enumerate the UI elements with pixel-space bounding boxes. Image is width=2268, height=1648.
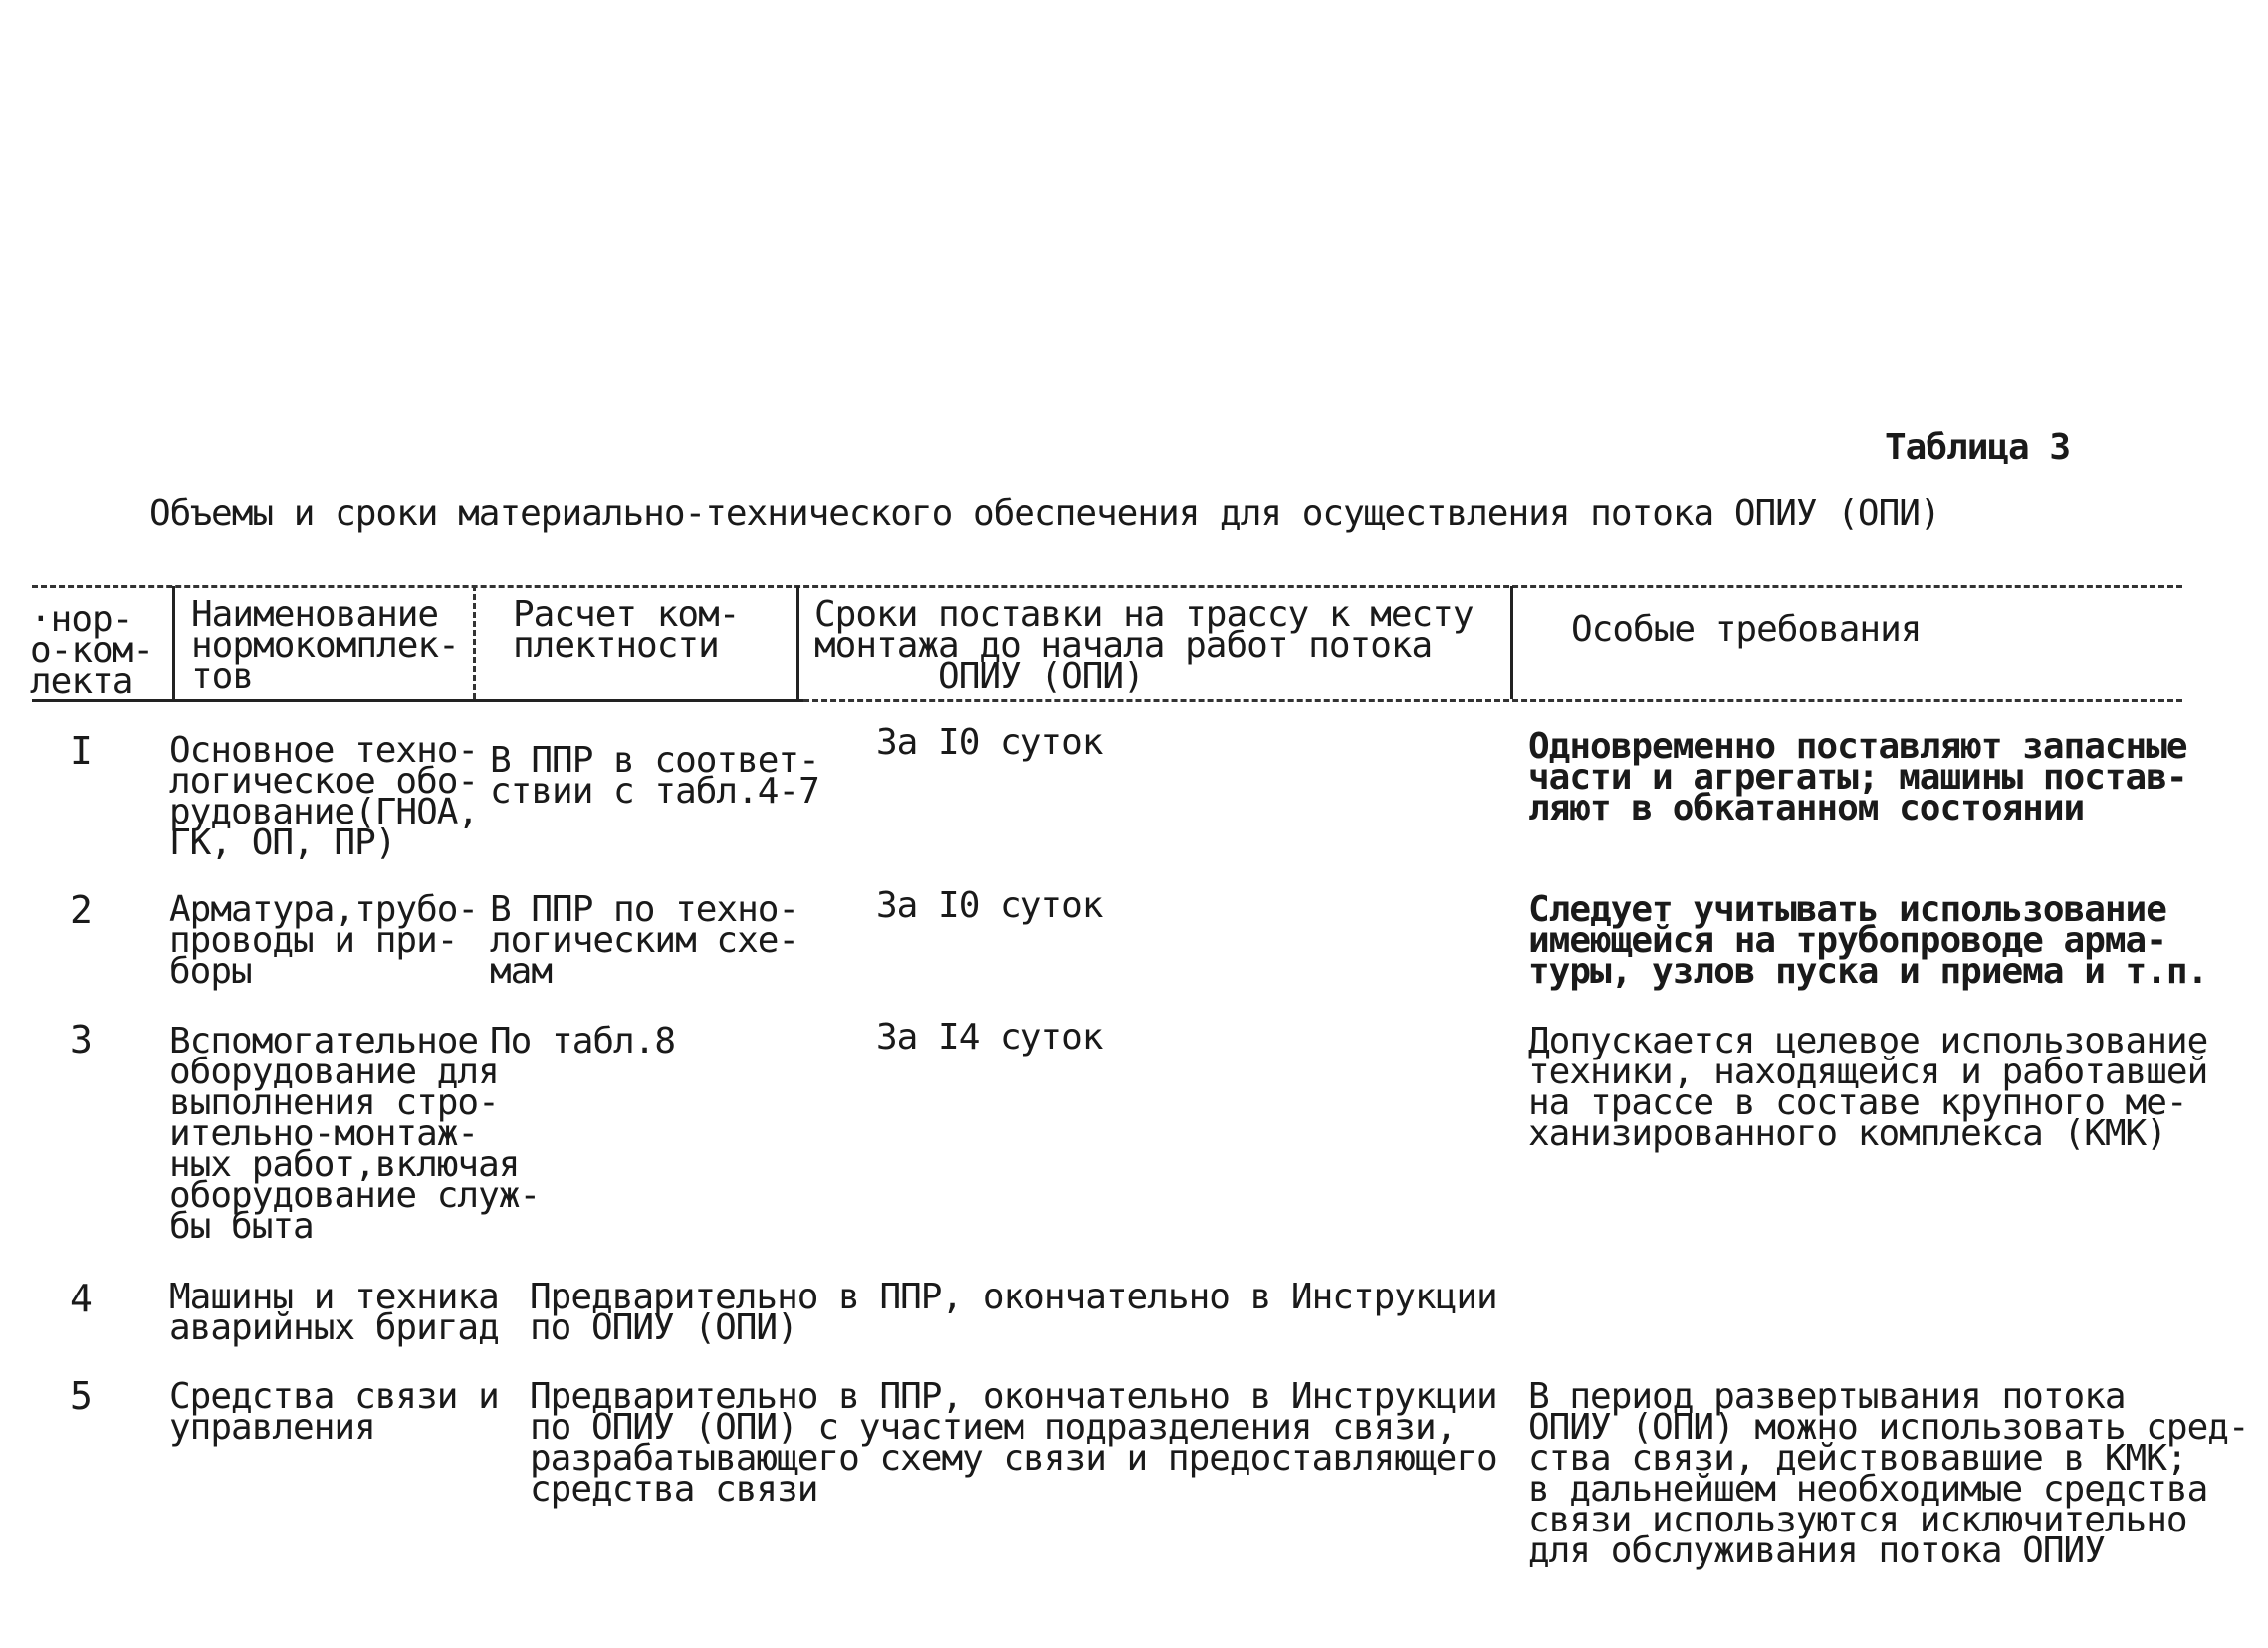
table-title: Объемы и сроки материально-технического обеспечения для осуществления потока ОПИУ (ОПИ) — [149, 493, 1940, 534]
row-name: Вспомогательное оборудование для выполнения стро- ительно-монтаж- ных работ,включая оборудование служ- бы быта — [169, 1021, 541, 1247]
header-separator-2 — [473, 586, 476, 699]
row-number: I — [70, 729, 93, 773]
row-calculation: По табл.8 — [490, 1021, 676, 1061]
row-calculation: В ППР в соответ- ствии с табл.4-7 — [490, 740, 819, 812]
row-calculation-and-term: Предварительно в ППР, окончательно в Инструкции по ОПИУ (ОПИ) — [530, 1277, 1497, 1348]
header-delivery-terms: Сроки поставки на трассу к месту монтажа до начала работ потока ОПИУ (ОПИ) — [814, 594, 1474, 697]
row-number: 3 — [70, 1018, 93, 1061]
row-special-requirement: Допускается целевое использование техники, находящейся и работавшей на трассе в составе крупного ме- ханизированного комплекса (КМК) — [1528, 1021, 2208, 1154]
row-calculation: В ППР по техно- логическим схе- мам — [490, 889, 799, 992]
row-name: Арматура,трубо- проводы и при- боры — [169, 889, 479, 992]
row-number: 4 — [70, 1277, 93, 1320]
row-name: Машины и техника аварийных бригад — [169, 1277, 499, 1348]
row-name: Основное техно- логическое обо- рудование(ГНОА, ГК, ОП, ПР) — [169, 730, 479, 863]
row-special-requirement: Одновременно поставляют запасные части и агрегаты; машины постав- ляют в обкатанном состоянии — [1528, 726, 2187, 828]
row-number: 5 — [70, 1374, 93, 1418]
row-delivery-term: За I0 суток — [876, 885, 1103, 926]
header-bottom-rule-right — [803, 699, 2182, 702]
header-special-requirements: Особые требования — [1571, 609, 1922, 650]
table-label: Таблица 3 — [1885, 427, 2071, 468]
header-separator-1 — [172, 586, 175, 699]
header-bottom-rule-left — [32, 699, 803, 702]
row-delivery-term: За I0 суток — [876, 722, 1103, 763]
row-special-requirement: В период развертывания потока ОПИУ (ОПИ) можно использовать сред- ства связи, действовавшие в КМК; в дальнейшем необходимые средства связи используются исключительно для обслуживания потока ОПИУ — [1528, 1376, 2249, 1571]
row-number: 2 — [70, 888, 93, 932]
header-separator-3 — [796, 586, 799, 699]
header-name: Наименование нормокомплек- тов — [191, 594, 459, 697]
row-name: Средства связи и управления — [169, 1376, 499, 1448]
row-special-requirement: Следует учитывать использование имеющейся на трубопроводе арма- туры, узлов пуска и приема и т.п. — [1528, 889, 2208, 992]
header-separator-4 — [1510, 586, 1513, 699]
header-number: ·нор- о-ком- лекта — [30, 599, 154, 702]
header-calculation: Расчет ком- плектности — [513, 594, 740, 666]
row-delivery-term: За I4 суток — [876, 1017, 1103, 1058]
row-calculation-and-term: Предварительно в ППР, окончательно в Инструкции по ОПИУ (ОПИ) с участием подразделения связи, разрабатывающего схему связи и предоставляющего средства связи — [530, 1376, 1497, 1510]
header-top-rule — [32, 585, 2182, 588]
